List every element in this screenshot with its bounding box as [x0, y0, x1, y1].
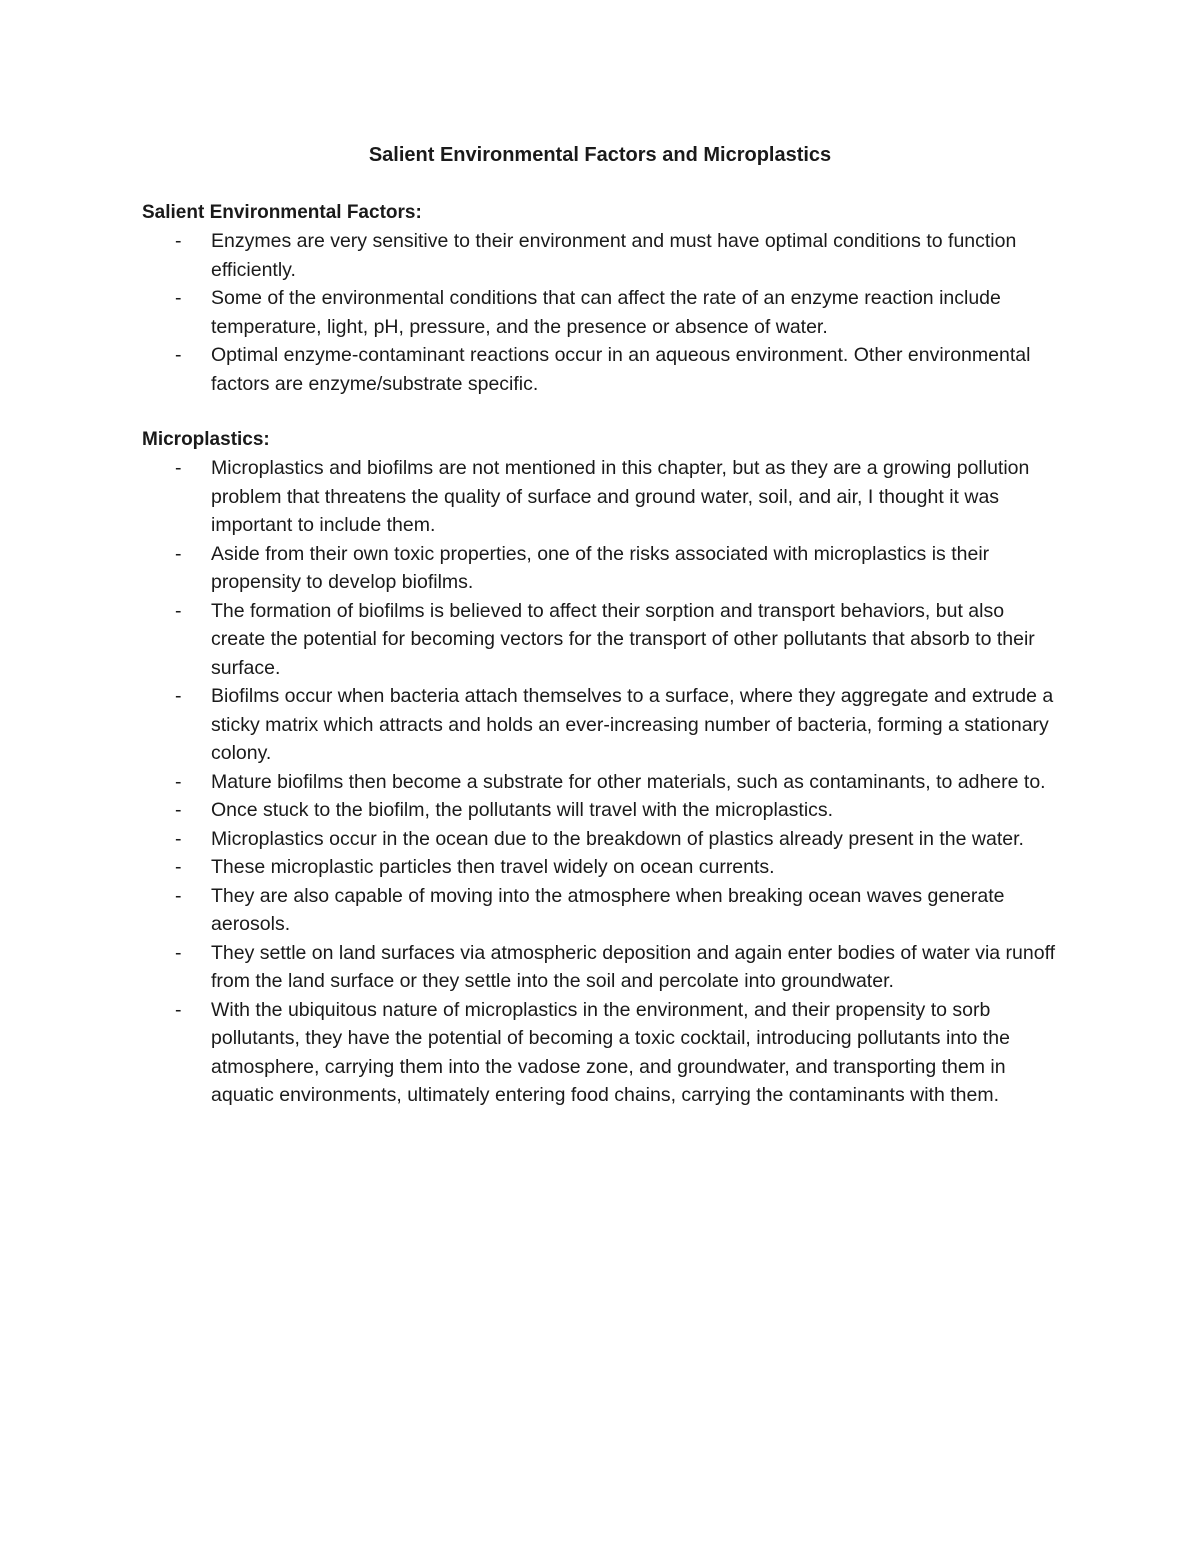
list-item	[142, 227, 1062, 284]
list-item-text: With the ubiquitous nature of microplastics in the environment, and their propensity to sorb pollutants, they have the potential of becoming a toxic cocktail, introducing pollutants into the atmosphere, carrying them into the vadose zone, and groundwater, and transporting them in aquatic environments, ultimately entering food chains, carrying the contaminants with them.	[211, 998, 1010, 1106]
bullet-dash: -	[175, 856, 182, 878]
document-title: Salient Environmental Factors and Microplastics	[368, 144, 832, 166]
bullet-dash: -	[175, 770, 182, 793]
list-item	[142, 284, 1062, 341]
bullet-dash: -	[175, 457, 182, 479]
list-item-text: Once stuck to the biofilm, the pollutants will travel with the microplastics.	[211, 799, 834, 821]
list-item	[142, 597, 1062, 683]
list-item	[142, 768, 1062, 797]
list-item	[142, 996, 1062, 1110]
list-item-text: Biofilms occur when bacteria attach themselves to a surface, where they aggregate and extrude a sticky matrix which attracts and holds an ever-increasing number of bacteria, forming a stationary colony.	[211, 685, 1054, 764]
list-item-text: Mature biofilms then become a substrate for other materials, such as contaminants, to adhere to.	[211, 770, 1046, 793]
list-item	[142, 796, 1062, 825]
bullet-dash: -	[175, 344, 182, 366]
list-item	[142, 682, 1062, 768]
list-item-text: Microplastics and biofilms are not mentioned in this chapter, but as they are a growing pollution problem that threatens the quality of surface and ground water, soil, and air, I thought it was important to include them.	[211, 457, 1030, 536]
bullet-dash: -	[175, 685, 182, 707]
bullet-dash: -	[175, 941, 182, 964]
list-item-text: The formation of biofilms is believed to affect their sorption and transport behaviors, but also create the potential for becoming vectors for the transport of other pollutants that absorb to their surface.	[211, 599, 1035, 679]
section-heading: Salient Environmental Factors:	[142, 202, 422, 223]
section-microplastics	[142, 426, 1062, 1110]
bullet-list	[142, 227, 1062, 398]
list-item	[142, 540, 1062, 597]
section-salient-environmental-factors	[142, 199, 1062, 398]
list-item	[142, 882, 1062, 939]
list-item-text: Optimal enzyme-contaminant reactions occur in an aqueous environment. Other environmental factors are enzyme/substrate specific.	[211, 344, 1031, 395]
bullet-dash: -	[175, 287, 182, 309]
section-heading: Microplastics:	[142, 429, 270, 450]
bullet-dash: -	[175, 799, 182, 821]
list-item-text: Aside from their own toxic properties, one of the risks associated with microplastics is their propensity to develop biofilms.	[211, 542, 990, 593]
list-item	[142, 853, 1062, 882]
list-item-text: These microplastic particles then travel widely on ocean currents.	[211, 856, 775, 878]
bullet-dash: -	[175, 827, 182, 850]
list-item-text: They settle on land surfaces via atmospheric deposition and again enter bodies of water via runoff from the land surface or they settle into the soil and percolate into groundwater.	[211, 941, 1056, 992]
list-item	[142, 341, 1062, 398]
bullet-dash: -	[175, 599, 182, 622]
bullet-dash: -	[175, 230, 182, 252]
list-item-text: Some of the environmental conditions that can affect the rate of an enzyme reaction include temperature, light, pH, pressure, and the presence or absence of water.	[211, 287, 1001, 338]
bullet-list	[142, 454, 1062, 1110]
list-item	[142, 939, 1062, 996]
list-item	[142, 454, 1062, 540]
list-item-text: Microplastics occur in the ocean due to the breakdown of plastics already present in the water.	[211, 827, 1024, 850]
bullet-dash: -	[175, 542, 182, 565]
list-item-text: They are also capable of moving into the atmosphere when breaking ocean waves generate aerosols.	[211, 884, 1005, 935]
list-item-text: Enzymes are very sensitive to their environment and must have optimal conditions to function efficiently.	[211, 230, 1017, 281]
list-item	[142, 825, 1062, 854]
bullet-dash: -	[175, 884, 182, 907]
bullet-dash: -	[175, 998, 182, 1021]
